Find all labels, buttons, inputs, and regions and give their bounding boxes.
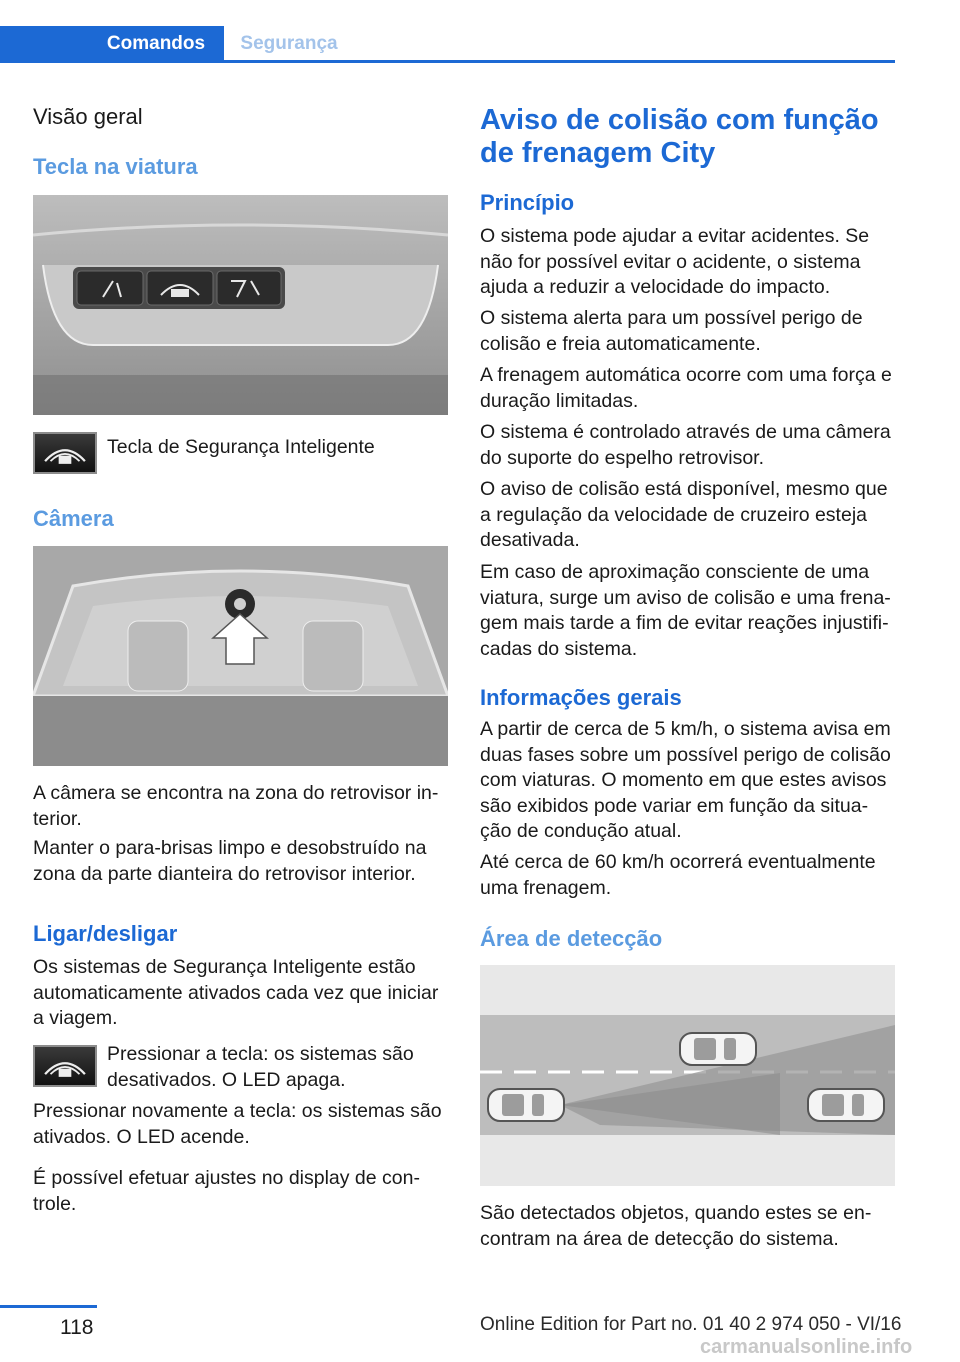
general-p7: A partir de cerca de 5 km/h, o sistema avisa em duas fases sobre um possível perigo de colisão com viaturas. O momento em que estes avisos são exibidos pode variar em função da situa-ção de condução atual. [480, 718, 891, 842]
principle-p1: O sistema pode ajudar a evitar acidentes. Se não for possível evitar o acidente, o sistema ajuda a reduzir a velocidade do impacto. [480, 225, 870, 298]
principle-p2: O sistema alerta para um possível perigo de colisão e freia automaticamente. [480, 307, 863, 355]
heading-collision-warning: Aviso de colisão com função de frenagem City [480, 104, 879, 169]
general-p8: Até cerca de 60 km/h ocorrerá eventualmente uma frenagem. [480, 851, 876, 899]
heading-general-info: Informações gerais [480, 685, 682, 710]
safety-key-icon-2 [33, 1045, 97, 1087]
onoff-paragraph-3: É possível efetuar ajustes no display de con-trole. [33, 1167, 420, 1215]
principle-p3: A frenagem automática ocorre com uma força e duração limitadas. [480, 364, 892, 412]
detection-area-illustration [480, 965, 895, 1186]
heading-detection-area: Área de detecção [480, 926, 663, 951]
onoff-icon-text: Pressionar a tecla: os sistemas são desativados. O LED apaga. [107, 1043, 414, 1091]
page-number: 118 [60, 1316, 94, 1339]
key-panel-photo [33, 195, 448, 415]
header-bar-left [0, 26, 88, 62]
edition-text: Online Edition for Part no. 01 40 2 974 050 - VI/16 [480, 1314, 902, 1335]
detection-area-text: São detectados objetos, quando estes se en-contram na área de detecção do sistema. [480, 1202, 872, 1250]
car-right [808, 1089, 884, 1121]
principle-p5: O aviso de colisão está disponível, mesmo que a regulação da velocidade de cruzeiro esteja desativada. [480, 478, 888, 551]
heading-on-off: Ligar/desligar [33, 921, 178, 946]
car-top [680, 1033, 756, 1065]
key-caption: Tecla de Segurança Inteligente [107, 436, 375, 458]
principle-p4: O sistema é controlado através de uma câmera do suporte do espelho retrovisor. [480, 421, 891, 469]
heading-key-in-vehicle: Tecla na viatura [33, 154, 198, 179]
watermark: carmanualsonline.info [700, 1336, 913, 1358]
camera-photo [33, 546, 448, 766]
onoff-paragraph-1: Os sistemas de Segurança Inteligente estão automaticamente ativados cada vez que iniciar a viagem. [33, 956, 439, 1029]
camera-paragraph-2: Manter o para-brisas limpo e desobstruído na zona da parte dianteira do retrovisor interior. [33, 837, 427, 885]
tab-seguranca[interactable]: Segurança [224, 26, 354, 62]
safety-key-icon [33, 432, 97, 474]
camera-paragraph-1: A câmera se encontra na zona do retrovisor in-terior. [33, 782, 439, 830]
heading-camera: Câmera [33, 506, 114, 531]
car-left [488, 1089, 564, 1121]
onoff-paragraph-2: Pressionar novamente a tecla: os sistemas são ativados. O LED acende. [33, 1100, 442, 1148]
heading-overview: Visão geral [33, 104, 143, 129]
principle-p6: Em caso de aproximação consciente de uma viatura, surge um aviso de colisão e uma frena-gem mais tarde a fim de evitar reações injustifi-cadas do sistema. [480, 561, 891, 660]
header-rule [0, 60, 895, 63]
tab-comandos[interactable]: Comandos [88, 26, 224, 62]
heading-principle: Princípio [480, 190, 575, 215]
footer-rule [0, 1305, 97, 1308]
